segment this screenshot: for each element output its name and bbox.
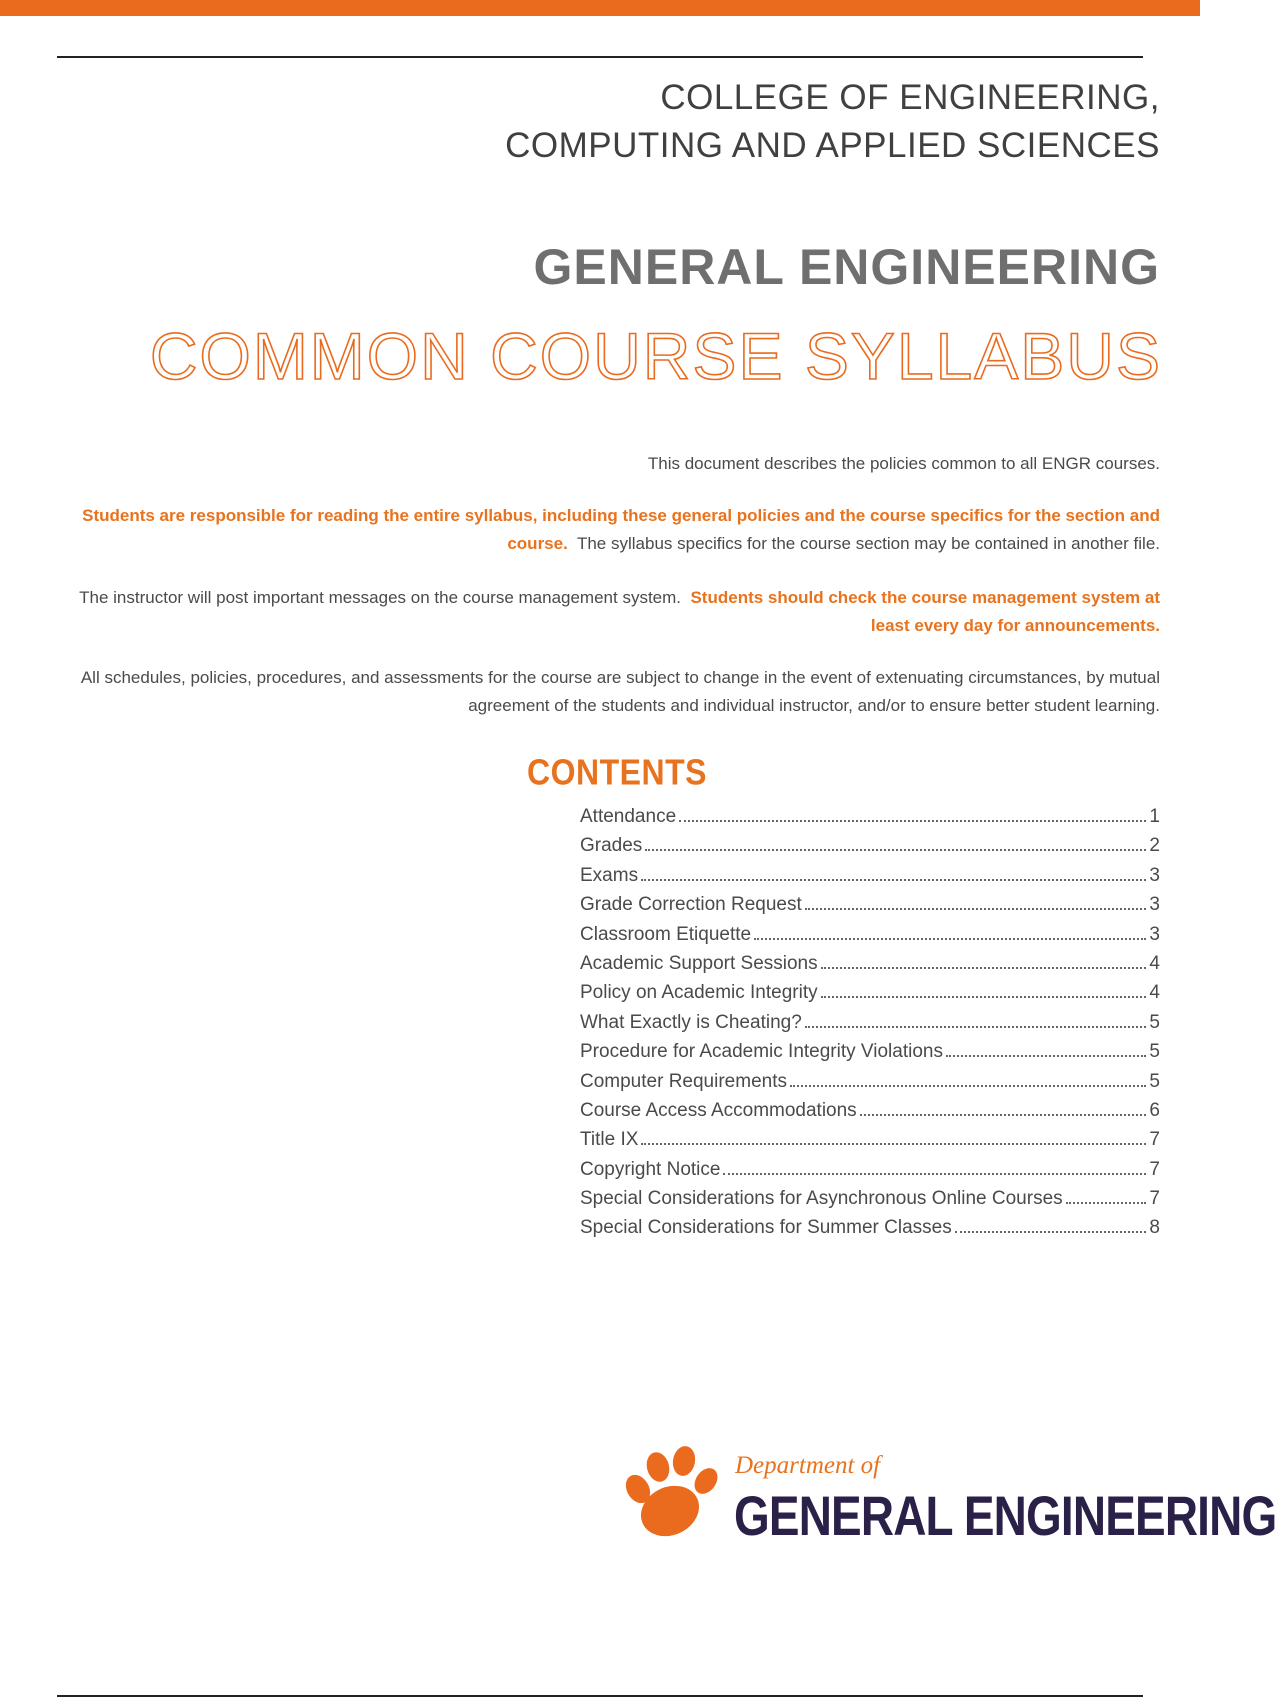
toc-dot-leader [641, 1143, 1146, 1145]
document-title: COMMON COURSE SYLLABUS [149, 319, 1162, 393]
toc-entry-page: 2 [1149, 835, 1160, 857]
toc-entry-label: Classroom Etiquette [580, 923, 752, 945]
department-logo [620, 1445, 1276, 1565]
toc-dot-leader [754, 938, 1146, 940]
toc-entry-page: 4 [1149, 952, 1160, 974]
department-heading: GENERAL ENGINEERING [533, 239, 1160, 295]
toc-entry-page: 7 [1149, 1188, 1160, 1210]
toc-entry-label: Procedure for Academic Integrity Violations [580, 1041, 943, 1063]
college-name [505, 74, 1160, 170]
toc-entry-page: 4 [1149, 982, 1160, 1004]
toc-entry[interactable] [580, 1188, 1160, 1217]
logo-department-of: Department of [735, 1452, 881, 1479]
toc-entry[interactable] [580, 1012, 1160, 1041]
toc-dot-leader [805, 908, 1147, 910]
toc-entry-label: Computer Requirements [580, 1070, 787, 1092]
toc-entry[interactable] [580, 953, 1160, 982]
toc-entry-page: 7 [1149, 1158, 1160, 1180]
toc-dot-leader [679, 820, 1146, 822]
toc-entry[interactable] [580, 1129, 1160, 1158]
toc-entry[interactable] [580, 1041, 1160, 1070]
bottom-rule [57, 1695, 1143, 1697]
toc-entry[interactable] [580, 835, 1160, 864]
toc-entry-page: 7 [1149, 1129, 1160, 1151]
toc-entry-label: What Exactly is Cheating? [580, 1011, 802, 1033]
toc-entry-label: Title IX [580, 1129, 639, 1151]
toc-entry-label: Special Considerations for Summer Classes [580, 1217, 952, 1239]
toc-entry[interactable] [580, 865, 1160, 894]
toc-entry-page: 1 [1149, 806, 1160, 827]
toc-entry[interactable] [580, 924, 1160, 953]
toc-entry-page: 3 [1149, 864, 1160, 886]
toc-entry-label: Exams [580, 864, 639, 886]
top-rule [57, 56, 1143, 58]
toc-entry-label: Copyright Notice [580, 1158, 721, 1180]
toc-entry-label: Policy on Academic Integrity [580, 982, 818, 1004]
toc-entry-label: Academic Support Sessions [580, 952, 818, 974]
toc-entry-label: Course Access Accommodations [580, 1099, 857, 1121]
college-line-2: COMPUTING AND APPLIED SCIENCES [505, 126, 1160, 165]
toc-dot-leader [790, 1085, 1146, 1087]
intro-paragraph-1: This document describes the policies common to all ENGR courses. [647, 454, 1160, 473]
toc-entry-label: Attendance [580, 806, 677, 827]
toc-entry-page: 5 [1149, 1041, 1160, 1063]
toc-dot-leader [946, 1055, 1146, 1057]
top-accent-bar [0, 0, 1200, 16]
toc-dot-leader [1066, 1202, 1147, 1204]
toc-entry-page: 5 [1149, 1070, 1160, 1092]
toc-entry[interactable] [580, 1159, 1160, 1188]
toc-entry-page: 3 [1149, 923, 1160, 945]
toc-dot-leader [821, 996, 1147, 998]
tiger-paw-icon [620, 1445, 720, 1545]
toc-entry[interactable] [580, 982, 1160, 1011]
toc-entry[interactable] [580, 894, 1160, 923]
contents-heading: CONTENTS [527, 752, 707, 793]
toc-dot-leader [641, 879, 1146, 881]
toc-entry-label: Special Considerations for Asynchronous Online Courses [580, 1188, 1063, 1210]
toc-entry[interactable] [580, 806, 1160, 835]
toc-dot-leader [860, 1114, 1147, 1116]
responsibility-notice: Students are responsible for reading the entire syllabus, including these general policies and the course specifics for the section and course. [82, 506, 1160, 553]
intro-paragraph-2 [70, 502, 1160, 558]
toc-entry-page: 8 [1149, 1217, 1160, 1239]
toc-entry[interactable] [580, 1217, 1160, 1246]
toc-dot-leader [645, 849, 1146, 851]
toc-dot-leader [723, 1173, 1146, 1175]
toc-dot-leader [805, 1026, 1147, 1028]
intro-paragraph-3 [70, 584, 1160, 640]
intro-paragraph-4: All schedules, policies, procedures, and assessments for the course are subject to change in the event of extenuating circumstances, by mutual agreement of the students and individual instructor, and/or to ensure better student learning. [80, 668, 1160, 715]
toc-entry-page: 5 [1149, 1011, 1160, 1033]
instructor-messages-note: The instructor will post important messages on the course management system. [79, 588, 682, 607]
table-of-contents [580, 806, 1160, 1247]
toc-entry-label: Grades [580, 835, 643, 857]
toc-dot-leader [821, 967, 1147, 969]
logo-department-name: GENERAL ENGINEERING [734, 1484, 1276, 1547]
toc-entry-page: 3 [1149, 894, 1160, 916]
toc-dot-leader [955, 1231, 1147, 1233]
toc-entry[interactable] [580, 1100, 1160, 1129]
college-line-1: COLLEGE OF ENGINEERING, [660, 78, 1160, 117]
toc-entry-page: 6 [1149, 1099, 1160, 1121]
check-announcements-notice: Students should check the course management system at least every day for announcements. [690, 588, 1160, 635]
toc-entry-label: Grade Correction Request [580, 894, 802, 916]
syllabus-specifics-note: The syllabus specifics for the course section may be contained in another file. [576, 534, 1160, 553]
toc-entry[interactable] [580, 1071, 1160, 1100]
